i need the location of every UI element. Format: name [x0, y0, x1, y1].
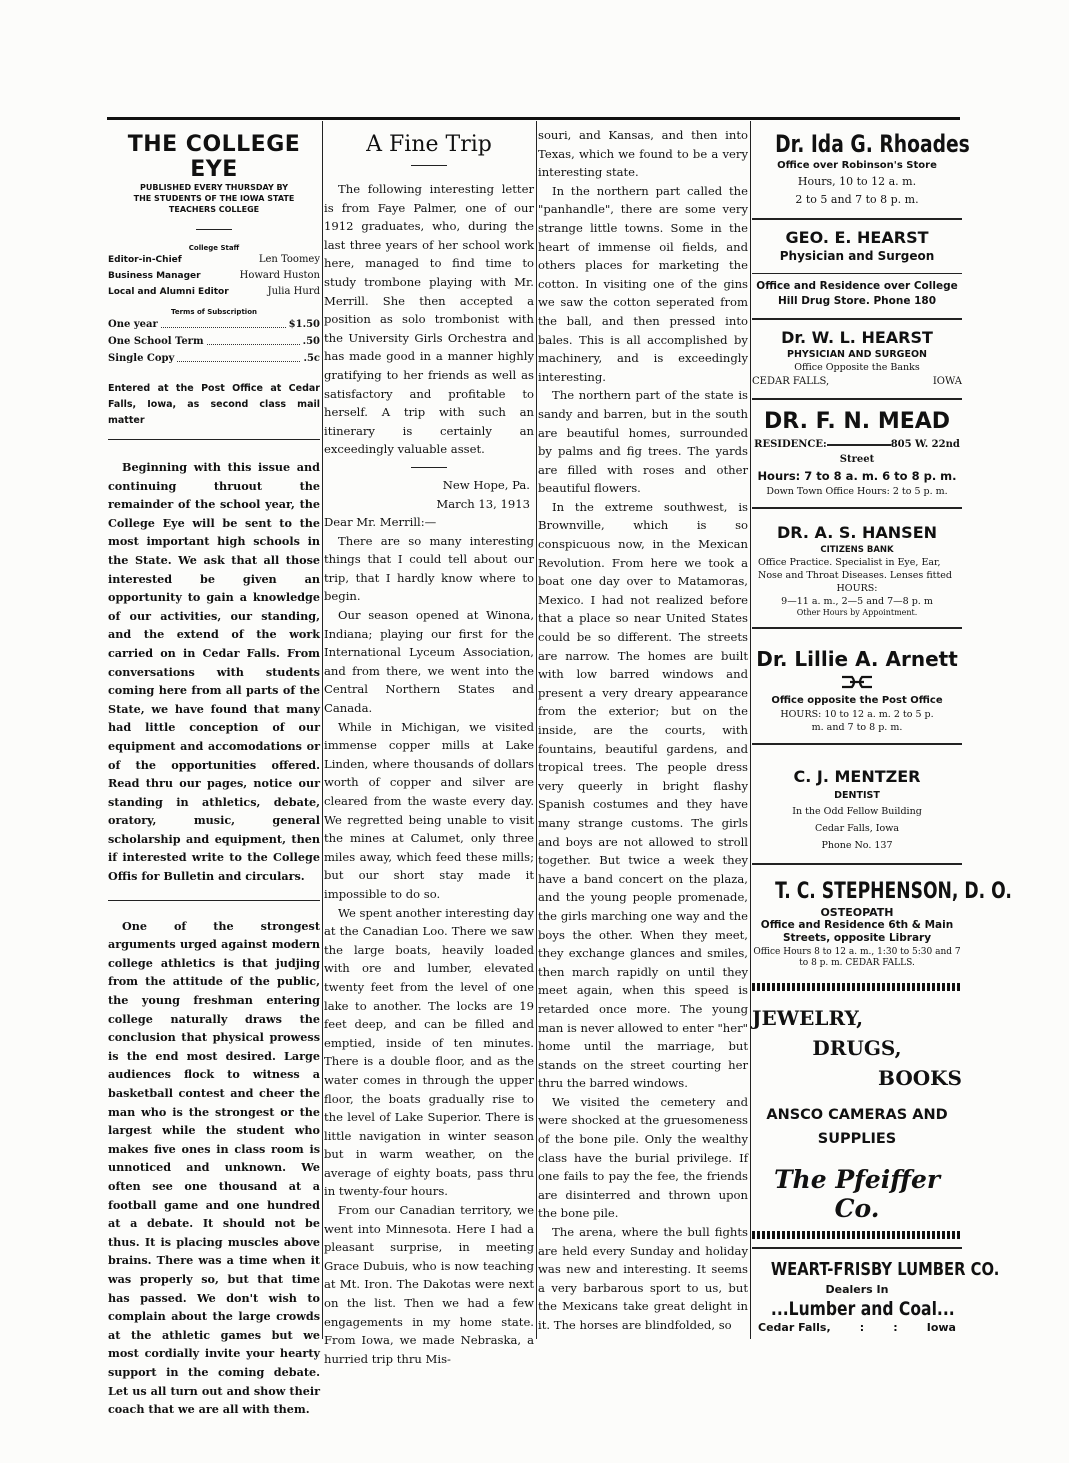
column-rule	[536, 121, 537, 1339]
dateline-date: March 13, 1913	[436, 496, 530, 511]
article-paragraph: There are so many interesting things that I could tell about our trip, that I hardly know where to begin.	[324, 533, 534, 604]
editorial-paragraph: One of the strongest arguments urged against modern college athletics is that judjing from the attitude of the public, the young freshman entering college naturally draws the conclusion that physical prowess is the end most desired. Large audiences flock to witness a basketball contest and cheer the man who is the strongest or the largest while the student who makes five ones in class room is unnoticed and unknown. We often see one thousand at a football game and one hundred at a debate. It should not be thus. It is placing muscles above brains. There was a time when it was properly so, but that time has passed. We don't wish to complain about the large crowds at the athletic games but we most cordially invite your hearty support in the coming debate. Let us all turn out and show their coach that we are all with them.	[108, 918, 320, 1417]
article-paragraph: From our Canadian territory, we went into Minnesota. Here I had a pleasant surprise, in meeting Grace Dubuis, who is now teaching at Mt. Iron. The Dakotas were next on the list. Then we had a few engagements in my home state. From Iowa, we made Nebraska, a hurried trip thru Mis-	[324, 1203, 534, 1366]
ad-line: ANSCO CAMERAS AND SUPPLIES	[766, 1107, 948, 1147]
ad-name: DR. F. N. MEAD	[763, 409, 951, 434]
ad-line: DENTIST	[834, 790, 880, 801]
staff-row: Business Manager Howard Huston	[108, 270, 320, 281]
ad-name: The Pfeiffer Co.	[773, 1165, 941, 1223]
ad-line: In the Odd Fellow Building	[792, 806, 922, 817]
divider	[411, 467, 447, 468]
article-paragraph: In the northern part called the "panhandle", there are some very strange little towns. Some in the heart of immense oil fields, and others places for marketing the cotton. In visiting one of the gins we saw the cotton seperated from the ball, and then pressed into bales. This is all accomplished by machinery, and is exceedingly interesting.	[538, 183, 748, 384]
subscription-row: Single Copy .5c	[108, 350, 320, 367]
divider	[108, 439, 320, 440]
ad-hearst-office	[752, 277, 962, 315]
ad-divider	[752, 507, 962, 509]
ad-line: Hours, 10 to 12 a. m.	[797, 175, 917, 188]
ad-name: DR. A. S. HANSEN	[776, 523, 938, 542]
ad-line: 9—11 a. m., 2—5 and 7—8 p. m	[781, 596, 933, 607]
subscription-row: One School Term .50	[108, 333, 320, 350]
ad-line: Down Town Office Hours: 2 to 5 p. m.	[766, 486, 948, 497]
ad-line: JEWELRY,	[752, 1006, 864, 1030]
article-paragraph: The following interesting letter is from Faye Palmer, one of our 1912 graduates, who, during the last three years of her school work here, managed to find time to study trombone playing with Mr. Merrill. She then accepted a position as solo trombonist with the University Girls Orchestra and has made good in a manner highly gratifying to her friends as well as satisfactory and profitable to herself. A trip with such an itinerary is certainly an exceedingly valuable asset.	[324, 182, 534, 457]
subscription-row: One year $1.50	[108, 316, 320, 333]
article-paragraph: We visited the cemetery and were shocked at the gruesomeness of the bone pile. Only the wealthy class have the burial privilege. If one fails to pay the fee, the friends are disinterred and thrown upon the bone pile.	[538, 1094, 748, 1221]
ad-name: T. C. STEPHENSON, D. O.	[775, 879, 1012, 904]
ads-column	[752, 126, 1012, 1340]
article-paragraph: We spent another interesting day at the Canadian Loo. There we saw the large boats, heavily loaded with ore and lumber, elevated twenty feet from the level of one lake to another. The locks are 19 feet deep, and can be filled and emptied, inside of ten minutes. There is a double floor, and as the water comes in through the upper floor, the boats gradually rise to the level of Lake Superior. There is little navigation in winter season but in warm weather, on the average of eighty boats, pass thru in twenty-four hours.	[324, 905, 535, 1199]
ad-name: Dr. W. L. HEARST	[781, 328, 933, 347]
column-3	[538, 126, 748, 1335]
ad-line: HOURS:	[836, 583, 878, 594]
ad-line: Phone No. 137	[821, 840, 893, 851]
ad-divider	[752, 863, 962, 865]
ad-divider	[752, 398, 962, 400]
ad-divider	[752, 218, 962, 220]
staff-row: Editor-in-Chief Len Toomey	[108, 254, 320, 265]
ad-line: BOOKS	[878, 1066, 962, 1090]
ad-line: Dealers In	[825, 1283, 889, 1296]
column-rule	[322, 121, 323, 1339]
ad-name: C. J. MENTZER	[793, 767, 921, 786]
ad-city-row: CEDAR FALLS, IOWA	[752, 376, 962, 387]
ad-divider	[752, 627, 962, 629]
ad-hearst-wl	[752, 323, 962, 395]
ad-line: HOURS: 10 to 12 a. m. 2 to 5 p. m. and 7 to 8 p. m.	[780, 709, 934, 733]
column-1	[108, 126, 320, 1419]
ad-stephenson	[752, 868, 1012, 975]
terms-heading: Terms of Subscription	[171, 308, 257, 316]
ad-mentzer	[752, 748, 962, 860]
divider	[108, 900, 320, 901]
ad-city-row: Cedar Falls, : : Iowa	[758, 1321, 956, 1334]
ad-line: Office and Residence over College Hill Drug Store. Phone 180	[756, 280, 958, 307]
ad-line: Office Practice. Specialist in Eye, Ear, Nose and Throat Diseases. Lenses fitted	[758, 557, 952, 581]
divider	[411, 165, 447, 166]
top-rule	[107, 117, 960, 120]
ad-divider	[752, 273, 962, 274]
ad-name: Dr. Lillie A. Arnett	[756, 647, 958, 671]
ad-divider	[752, 318, 962, 320]
ad-line: PHYSICIAN AND SURGEON	[787, 349, 927, 360]
ad-name: GEO. E. HEARST	[785, 228, 929, 247]
ad-line: Office and Residence 6th & Main Streets, opposite Library	[760, 919, 954, 944]
article-paragraph: Our season opened at Winona, Indiana; playing our first for the International Lyceum Association, and from there, we went into the Central Northern States and Canada.	[324, 608, 534, 716]
ad-name: WEART-FRISBY LUMBER CO.	[770, 1259, 1000, 1280]
ad-hansen	[752, 512, 962, 624]
masthead-pub-line: TEACHERS COLLEGE	[168, 205, 260, 214]
ad-line: Office Hours 8 to 12 a. m., 1:30 to 5:30 and 7 to 8 p. m. CEDAR FALLS.	[753, 947, 961, 968]
column-2	[324, 126, 534, 1368]
dateline-place: New Hope, Pa.	[442, 477, 530, 492]
ad-line: OSTEOPATH	[820, 906, 894, 919]
ad-line: Other Hours by Appointment.	[796, 608, 918, 617]
masthead-pub-line: THE STUDENTS OF THE IOWA STATE	[133, 194, 295, 203]
staff-heading: College Staff	[188, 244, 240, 252]
ornamental-border	[752, 983, 962, 991]
ad-divider	[752, 743, 962, 745]
article-paragraph: The northern part of the state is sandy and barren, but in the south are beautiful homes, surrounded by palms and fig trees. The yards are filled with roses and other beautiful flowers.	[538, 388, 748, 496]
article-paragraph: While in Michigan, we visited immense copper mills at Lake Linden, where thousands of dollars worth of copper and silver are cleared from the waste every day. We regretted being unable to visit the mines at Calumet, only three miles away, which feed these mills; but our short stay made it impossible to do so.	[324, 719, 534, 901]
article-paragraph: souri, and Kansas, and then into Texas, which we found to be a very interesting state.	[538, 128, 748, 180]
ad-line: RESIDENCE: 805 W. 22nd Street	[754, 439, 960, 465]
article-paragraph: In the extreme southwest, is Brownville, which is so conspicuous now, in the Mexican Revolution. From here we took a boat one day over to Matamoras, Mexico. I had not realized before that a place so near United States could be so different. The streets are narrow. The homes are built with low barred windows and present a very dreary appearance from the exterior; but on the inside, are the courts, with fountains, beautiful gardens, and tropical trees. The people dress very queerly in bright flashy Spanish costumes and they have many strange customs. The girls and boys are not allowed to stroll together. But twice a week they have a band concert on the plaza, and the young people promenade, the girls marching one way and the boys the other. When they meet, they exchange glances and smiles, then march rapidly on until they meet again, when this speed is retarded once more. The young man is never allowed to enter "her" home until the marriage, but stands on the street courting her thru the barred windows.	[538, 499, 748, 1091]
ad-line: Hours: 7 to 8 a. m. 6 to 8 p. m.	[757, 469, 957, 483]
ad-rhoades	[752, 126, 970, 215]
masthead-pub-line: PUBLISHED EVERY THURSDAY BY	[140, 183, 288, 192]
ad-line: DRUGS,	[812, 1036, 902, 1060]
ad-line: Office Opposite the Banks	[794, 362, 920, 373]
ad-hearst-geo	[752, 223, 962, 270]
article-title: A Fine Trip	[366, 132, 492, 157]
editorial-paragraph: Beginning with this issue and continuing thruout the remainder of the school year, the College Eye will be sent to the most important high schools in the State. We ask that all those interested be given an opportunity to gain a knowledge of our activities, our standing, and the extend of the work carried on in Cedar Falls. From conversations with students coming here from all parts of the State, we have found that many had little conception of our equipment and accomodations or of the opportunities offered. Read thru our pages, notice our standing in athletics, debate, oratory, music, general scholarship and equipment, then if interested write to the College Offis for Bulletin and circulars.	[108, 460, 320, 884]
ad-weart-frisby	[752, 1252, 1000, 1340]
ad-line: Cedar Falls, Iowa	[814, 823, 900, 834]
ad-line: Physician and Surgeon	[779, 249, 935, 263]
postal-notice: Entered at the Post Office at Cedar Falls, Iowa, as second class mail matter	[108, 383, 320, 426]
ad-divider	[752, 1247, 962, 1249]
ad-line: CITIZENS BANK	[820, 545, 894, 555]
masthead-title: THE COLLEGE EYE	[127, 132, 301, 182]
ad-line: ...Lumber and Coal...	[770, 1298, 955, 1320]
ad-line: 2 to 5 and 7 to 8 p. m.	[795, 193, 919, 206]
ad-pfeiffer	[752, 999, 962, 1231]
ornamental-border	[752, 1231, 962, 1239]
salutation: Dear Mr. Merrill:—	[324, 515, 437, 530]
column-rule	[750, 121, 751, 1339]
divider	[196, 229, 232, 230]
ad-arnett	[752, 632, 962, 740]
ad-line: Office opposite the Post Office	[771, 695, 943, 706]
ad-line: Office over Robinson's Store	[777, 160, 937, 171]
staff-row: Local and Alumni Editor Julia Hurd	[108, 286, 320, 297]
ad-mead	[752, 403, 962, 504]
ornament-icon	[840, 675, 874, 689]
ad-name: Dr. Ida G. Rhoades	[775, 130, 970, 158]
article-paragraph: The arena, where the bull fights are held every Sunday and holiday was new and interesting. It seems a very barbarous sport to us, but the Mexicans take great delight in it. The horses are blindfolded, so	[538, 1225, 748, 1332]
